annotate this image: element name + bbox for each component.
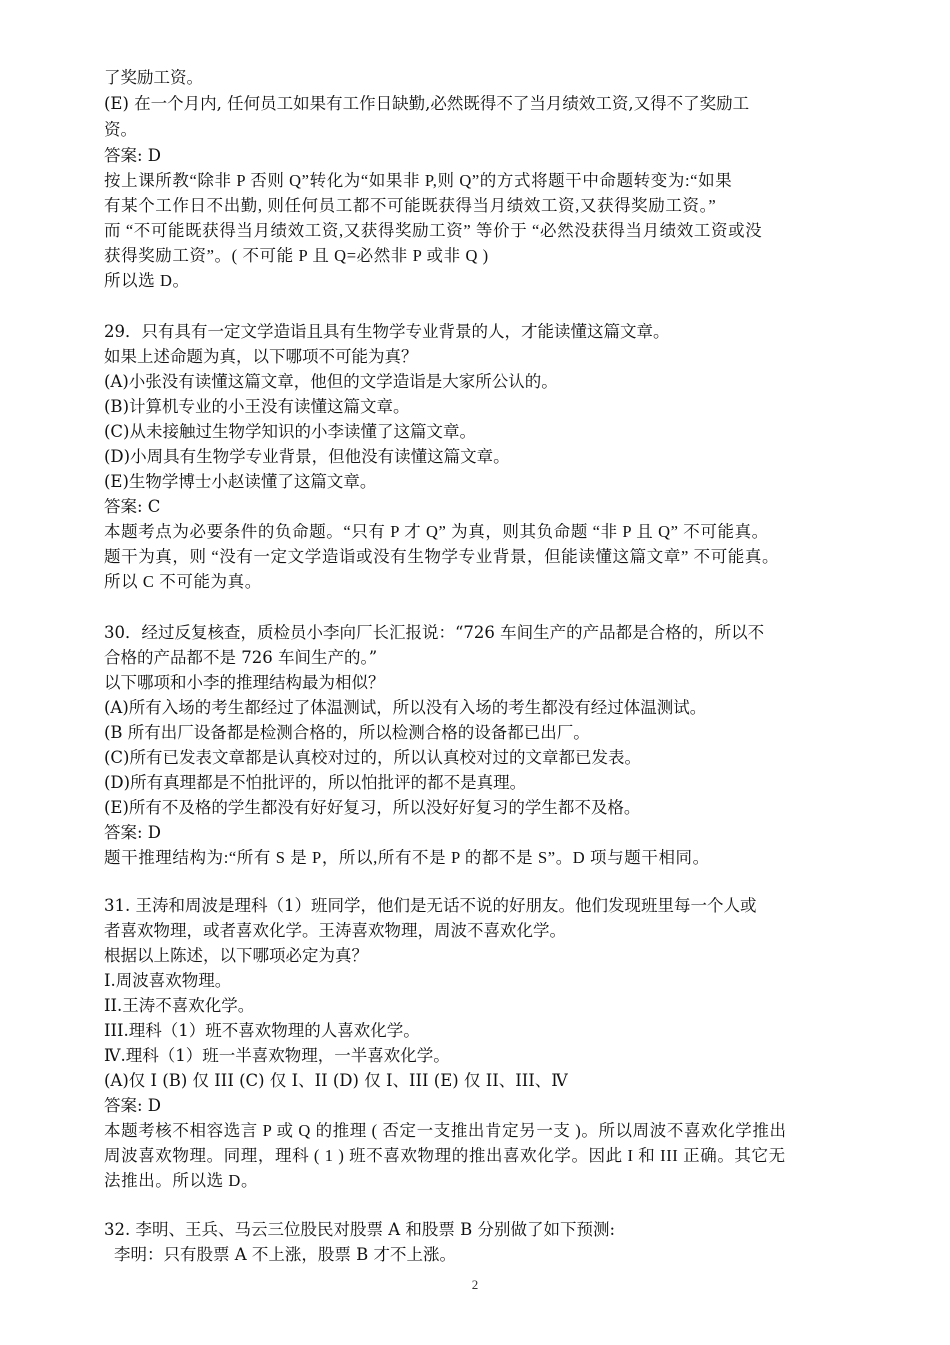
text-line: 资。: [104, 120, 137, 139]
explanation-line: 题干为真，则 “没有一定文学造诣或没有生物学专业背景，但能读懂这篇文章” 不可能真。: [104, 547, 780, 566]
question-30-stem-cont: 合格的产品都不是 726 车间生产的。”: [104, 648, 378, 667]
text-line: (E) 在一个月内, 任何员工如果有工作日缺勤,必然既得不了当月绩效工资,又得不了奖励工: [104, 94, 750, 113]
explanation-line: 有某个工作日不出勤, 则任何员工都不可能既获得当月绩效工资,又获得奖励工资。”: [104, 196, 717, 215]
explanation-line: 所以选 D。: [104, 271, 190, 290]
option-e: (E)生物学博士小赵读懂了这篇文章。: [104, 472, 377, 491]
explanation-line: 周波喜欢物理。同理，理科 ( 1 ) 班不喜欢物理的推出喜欢化学。因此 I 和 III 正确。其它无: [104, 1146, 786, 1165]
option-d: (D)小周具有生物学专业背景，但他没有读懂这篇文章。: [104, 447, 510, 466]
prediction-line: 李明：只有股票 A 不上涨，股票 B 才不上涨。: [114, 1245, 457, 1264]
question-31-stem-cont: 者喜欢物理，或者喜欢化学。王涛喜欢物理，周波不喜欢化学。: [104, 921, 566, 940]
statement-iv: Ⅳ.理科（1）班一半喜欢物理，一半喜欢化学。: [104, 1046, 450, 1065]
statement-i: I.周波喜欢物理。: [104, 971, 232, 990]
option-a: (A)所有入场的考生都经过了体温测试，所以没有入场的考生都没有经过体温测试。: [104, 698, 707, 717]
option-b: (B)计算机专业的小王没有读懂这篇文章。: [104, 397, 410, 416]
option-c: (C)所有已发表文章都是认真校对过的，所以认真校对过的文章都已发表。: [104, 748, 641, 767]
page-number: 2: [471, 1277, 479, 1292]
question-30-stem: 30．经过反复核查，质检员小李向厂长汇报说：“726 车间生产的产品都是合格的，所以不: [104, 623, 765, 642]
text-line: 了奖励工资。: [104, 68, 203, 87]
explanation-line: 本题考点为必要条件的负命题。“只有 P 才 Q” 为真，则其负命题 “非 P 且 Q” 不可能真。: [104, 522, 769, 541]
question-prompt: 如果上述命题为真，以下哪项不可能为真？: [104, 347, 418, 366]
option-c: (C)从未接触过生物学知识的小李读懂了这篇文章。: [104, 422, 476, 441]
question-prompt: 以下哪项和小李的推理结构最为相似？: [104, 673, 385, 692]
option-a: (A)小张没有读懂这篇文章，他但的文学造诣是大家所公认的。: [104, 372, 558, 391]
option-d: (D)所有真理都是不怕批评的，所以怕批评的都不是真理。: [104, 773, 527, 792]
answer-line: 答案: C: [104, 497, 161, 516]
options-row: (A)仅 I (B) 仅 III (C) 仅 I、II (D) 仅 I、III (E) 仅 II、III、Ⅳ: [104, 1071, 568, 1090]
question-32-stem: 32. 李明、王兵、马云三位股民对股票 A 和股票 B 分别做了如下预测:: [104, 1220, 616, 1239]
statement-iii: III.理科（1）班不喜欢物理的人喜欢化学。: [104, 1021, 420, 1040]
statement-ii: II.王涛不喜欢化学。: [104, 996, 255, 1015]
option-b: (B 所有出厂设备都是检测合格的，所以检测合格的设备都已出厂。: [104, 723, 590, 742]
question-29-stem: 29．只有具有一定文学造诣且具有生物学专业背景的人，才能读懂这篇文章。: [104, 322, 670, 341]
question-31-stem: 31. 王涛和周波是理科（1）班同学，他们是无话不说的好朋友。他们发现班里每一个人或: [104, 896, 757, 915]
answer-line: 答案: D: [104, 146, 162, 165]
explanation-line: 本题考核不相容选言 P 或 Q 的推理 ( 否定一支推出肯定另一支 )。所以周波不喜欢化学推出: [104, 1121, 787, 1140]
answer-line: 答案: D: [104, 823, 162, 842]
explanation-line: 题干推理结构为:“所有 S 是 P，所以,所有不是 P 的都不是 S”。D 项与题干相同。: [104, 848, 710, 867]
explanation-line: 获得奖励工资”。( 不可能 P 且 Q=必然非 P 或非 Q ): [104, 246, 489, 265]
explanation-line: 所以 C 不可能为真。: [104, 572, 262, 591]
question-prompt: 根据以上陈述，以下哪项必定为真？: [104, 946, 368, 965]
option-e: (E)所有不及格的学生都没有好好复习，所以没好好复习的学生都不及格。: [104, 798, 641, 817]
explanation-line: 而 “不可能既获得当月绩效工资,又获得奖励工资” 等价于 “必然没获得当月绩效工资或没: [104, 221, 763, 240]
explanation-line: 按上课所教“除非 P 否则 Q”转化为“如果非 P,则 Q”的方式将题干中命题转变为:“如果: [104, 171, 733, 190]
explanation-line: 法推出。所以选 D。: [104, 1171, 259, 1190]
answer-line: 答案: D: [104, 1096, 162, 1115]
